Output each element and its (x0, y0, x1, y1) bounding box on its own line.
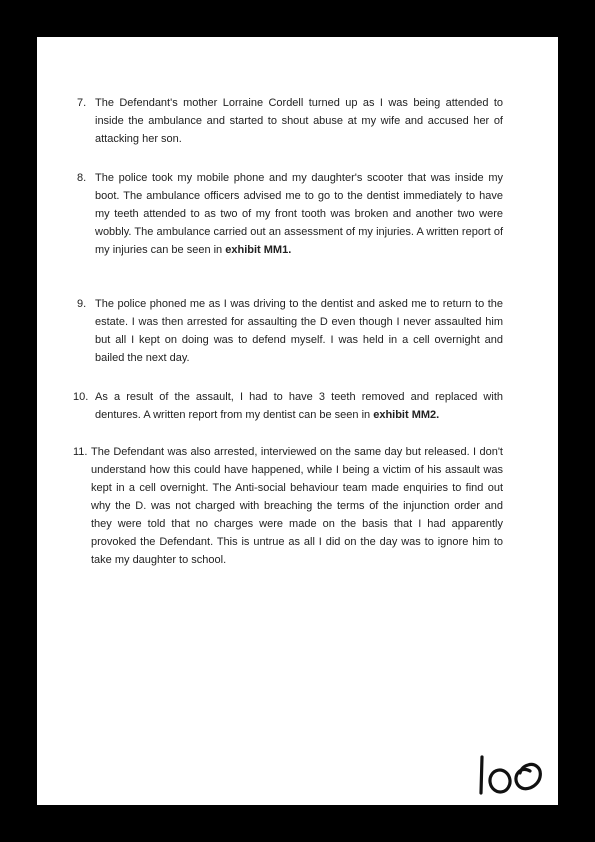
paragraph-text: As a result of the assault, I had to have 3 teeth removed and replaced with dentures. A written report from my dentist can be seen in (95, 391, 503, 421)
paragraph-number: 10. (73, 391, 89, 403)
paragraph-8 (77, 169, 503, 259)
paragraph-10 (73, 388, 503, 424)
paragraph-text: The Defendant's mother Lorraine Cordell turned up as I was being attended to inside the ambulance and started to shout abuse at my wife and accused her of attacking her son. (95, 97, 503, 145)
paragraph-11 (73, 443, 503, 569)
paragraph-text: The Defendant was also arrested, interviewed on the same day but released. I don't understand how this could have happened, while I being a victim of his assault was kept in a cell overnight. The Anti-social behaviour team made enquiries to find out why the D. was not charged with breaching the terms of the injunction order and they were told that no charges were made on the basis that I had apparently provoked the Defendant. This is untrue as all I did on the day was to ignore him to take my daughter to school. (91, 446, 503, 566)
digit-one (481, 757, 482, 793)
sentence-end: . (288, 244, 292, 256)
paragraph-number: 8. (77, 172, 87, 184)
paragraph-number: 11. (73, 446, 88, 458)
sentence-end: . (436, 409, 440, 421)
paragraph-number: 7. (77, 97, 87, 109)
digit-zero-second (516, 765, 540, 789)
paragraph-body (95, 388, 503, 424)
paragraph-body (95, 169, 503, 259)
paragraph-number: 9. (77, 298, 87, 310)
paragraph-9 (77, 295, 503, 367)
digit-zero-first (488, 768, 512, 793)
exhibit-reference: exhibit MM1 (225, 244, 289, 256)
exhibit-reference: exhibit MM2 (373, 409, 437, 421)
paragraph-text: The police took my mobile phone and my daughter's scooter that was inside my boot. The ambulance officers advised me to go to the dentist immediately to have my teeth attended to as two of my front tooth was broken and another two were wobbly. The ambulance carried out an assessment of my injuries. A written report of my injuries can be seen in (95, 172, 503, 256)
paragraph-text: The police phoned me as I was driving to the dentist and asked me to return to the estate. I was then arrested for assaulting the D even though I never assaulted him but all I kept on doing was to defend myself. I was held in a cell overnight and bailed the next day. (95, 298, 503, 364)
document-page (37, 37, 558, 805)
paragraph-7 (77, 94, 503, 148)
handwritten-page-number (474, 747, 554, 797)
